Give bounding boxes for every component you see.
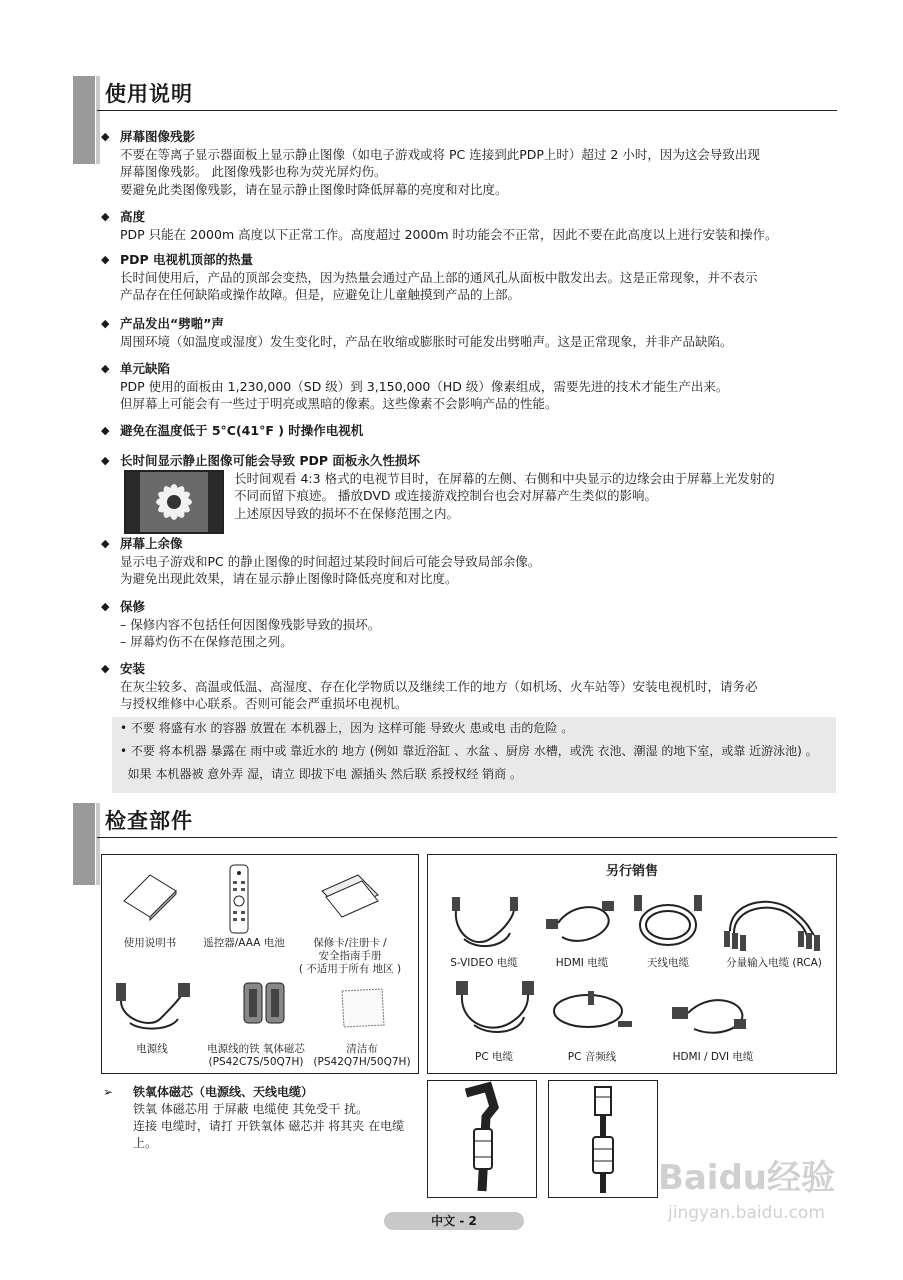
arrow-icon: ➢ [103, 1085, 114, 1099]
item-line: 长时间观看 4:3 格式的电视节目时，在屏幕的左侧、右侧和中央显示的边缘会由于屏幕上光发射的 [234, 470, 775, 486]
section-divider [97, 837, 837, 838]
item-heat [101, 251, 841, 304]
warranty-card-icon [318, 871, 382, 921]
antenna-cable-icon [628, 891, 708, 953]
item-heading: ◆ PDP 电视机顶部的热量 [101, 251, 841, 269]
item-heading: ◆ 高度 [101, 208, 841, 226]
item-cell-defects [101, 360, 841, 413]
s-video-cable-icon [444, 893, 524, 953]
item-altitude [101, 208, 841, 243]
hdmi-cable-icon [542, 893, 622, 953]
item-heading: ◆ 屏幕上余像 [101, 535, 841, 553]
page-number: 中文 - 2 [384, 1212, 524, 1230]
part-label: 清洁布 (PS42Q7H/50Q7H) [313, 1043, 411, 1068]
section-divider [97, 110, 837, 111]
pc-audio-cable-icon [548, 985, 636, 1041]
item-cracking-noise [101, 315, 841, 350]
item-afterimage [101, 535, 841, 588]
cable-label: HDMI / DVI 电缆 [672, 1051, 754, 1063]
remote-icon [222, 863, 256, 935]
warning-line: 如果 本机器被 意外弄 湿，请立 即拔下电 源插头 然后联 系授权经 销商 。 [120, 767, 522, 781]
sold-separately-box [427, 854, 837, 1074]
item-heading: ◆ 安装 [101, 660, 841, 678]
part-label: 使用说明书 [123, 937, 177, 949]
part-label: 保修卡/注册卡 / 安全指南手册 ( 不适用于所有 地区 ) [298, 937, 402, 975]
cable-label: S-VIDEO 电缆 [450, 957, 518, 969]
note-line: 连接 电缆时，请打 开铁氧体 磁芯并 将其夹 在电缆 [133, 1119, 405, 1133]
item-heading: ◆ 避免在温度低于 5°C(41°F ) 时操作电视机 [101, 422, 841, 440]
hdmi-dvi-cable-icon [658, 989, 754, 1045]
note-line: 铁氧 体磁芯用 于屏蔽 电缆使 其免受干 扰。 [133, 1102, 369, 1116]
item-installation [101, 660, 841, 713]
item-heading: ◆ 屏幕图像残影 [101, 128, 841, 146]
included-parts-box [101, 854, 419, 1074]
item-warranty [101, 598, 841, 651]
ferrite-core-icon [240, 979, 290, 1029]
item-line: 不要在等离子显示器面板上显示静止图像（如电子游戏或将 PC 连接到此PDP上时）超过 2 小时，因为这会导致出现 [120, 146, 760, 162]
item-line: 长时间使用后，产品的顶部会变热，因为热量会通过产品上部的通风孔从面板中散发出去。这是正常现象，并不表示 [120, 269, 758, 285]
manual-icon [120, 871, 180, 921]
item-line: 上述原因导致的损坏不在保修范围之内。 [234, 505, 460, 521]
item-line: – 屏幕灼伤不在保修范围之列。 [120, 634, 293, 649]
power-cord-icon [110, 979, 196, 1035]
section-bar-parts [73, 803, 95, 885]
ferrite-power-cord-illustration [427, 1080, 537, 1198]
cleaning-cloth-icon [338, 985, 388, 1031]
part-label: 电源线的铁 氧体磁芯 (PS42C7S/50Q7H) [207, 1043, 305, 1068]
item-line: 不同而留下痕迹。 播放DVD 或连接游戏控制台也会对屏幕产生类似的影响。 [234, 488, 658, 503]
item-heading: ◆ 保修 [101, 598, 841, 616]
section-bar-usage [73, 76, 95, 164]
item-line: – 保修内容不包括任何因图像残影导致的损坏。 [120, 616, 381, 632]
item-temperature [101, 422, 841, 440]
item-heading: ◆ 产品发出“劈啪”声 [101, 315, 841, 333]
cable-label: PC 电缆 [474, 1051, 513, 1063]
cable-label: HDMI 电缆 [555, 957, 609, 969]
item-line: 与授权维修中心联系。否则可能会严重损坏电视机。 [120, 696, 408, 711]
tv-flower-image [124, 470, 224, 534]
item-line: 产品存在任何缺陷或操作故障。但是，应避免让儿童触摸到产品的上部。 [120, 287, 521, 302]
ferrite-antenna-illustration [548, 1080, 658, 1198]
cable-label: PC 音频线 [567, 1051, 617, 1063]
item-line: 在灰尘较多、高温或低温、高湿度、存在化学物质以及继续工作的地方（如机场、火车站等）安装电视机时，请务必 [120, 678, 758, 694]
watermark-url: jingyan.baidu.com [668, 1203, 825, 1223]
cable-label: 分量输入电缆 (RCA) [726, 957, 822, 969]
part-label: 电源线 [136, 1043, 168, 1055]
item-line: 周围环境（如温度或湿度）发生变化时，产品在收缩或膨胀时可能发出劈啪声。这是正常现象，并非产品缺陷。 [120, 333, 733, 349]
item-line: 屏幕图像残影。 此图像残影也称为荧光屏灼伤。 [120, 164, 387, 179]
sold-separately-title: 另行销售 [605, 864, 658, 879]
baidu-watermark [658, 1150, 835, 1223]
item-line: 显示电子游戏和PC 的静止图像的时间超过某段时间后可能会导致局部余像。 [120, 553, 541, 569]
item-image-retention [101, 128, 841, 198]
ferrite-note [103, 1084, 413, 1152]
safety-warning-box [112, 717, 836, 793]
component-cable-icon [720, 891, 824, 953]
note-line: 上。 [133, 1136, 158, 1150]
section-title-usage: 使用说明 [105, 82, 193, 106]
item-heading: ◆ 单元缺陷 [101, 360, 841, 378]
item-line: 但屏幕上可能会有一些过于明亮或黑暗的像素。这些像素不会影响产品的性能。 [120, 396, 558, 411]
item-line: PDP 只能在 2000m 高度以下正常工作。高度超过 2000m 时功能会不正常，因此不要在此高度以上进行安装和操作。 [120, 226, 778, 242]
part-label: 遥控器/AAA 电池 [203, 937, 285, 949]
item-heading: ◆ 长时间显示静止图像可能会导致 PDP 面板永久性损坏 [101, 452, 841, 470]
pc-cable-icon [450, 977, 540, 1039]
section-title-parts: 检查部件 [105, 809, 193, 833]
watermark-brand: Baidu经验 [657, 1158, 835, 1198]
warning-line: • 不要 将盛有水 的容器 放置在 本机器上，因为 这样可能 导致火 患或电 击的危险 。 [120, 721, 574, 735]
item-line: 为避免出现此效果，请在显示静止图像时降低亮度和对比度。 [120, 571, 458, 586]
item-line: 要避免此类图像残影，请在显示静止图像时降低屏幕的亮度和对比度。 [120, 181, 508, 197]
note-heading: 铁氧体磁芯（电源线、天线电缆） [133, 1085, 314, 1099]
cable-label: 天线电缆 [647, 957, 689, 969]
item-line: PDP 使用的面板由 1,230,000（SD 级）到 3,150,000（HD 级）像素组成，需要先进的技术才能生产出来。 [120, 378, 729, 394]
warning-line: • 不要 将本机器 暴露在 雨中或 靠近水的 地方 (例如 靠近浴缸 、水盆 、厨房 水槽，或洗 衣池、潮湿 的地下室，或靠 近游泳池) 。 [120, 744, 818, 758]
